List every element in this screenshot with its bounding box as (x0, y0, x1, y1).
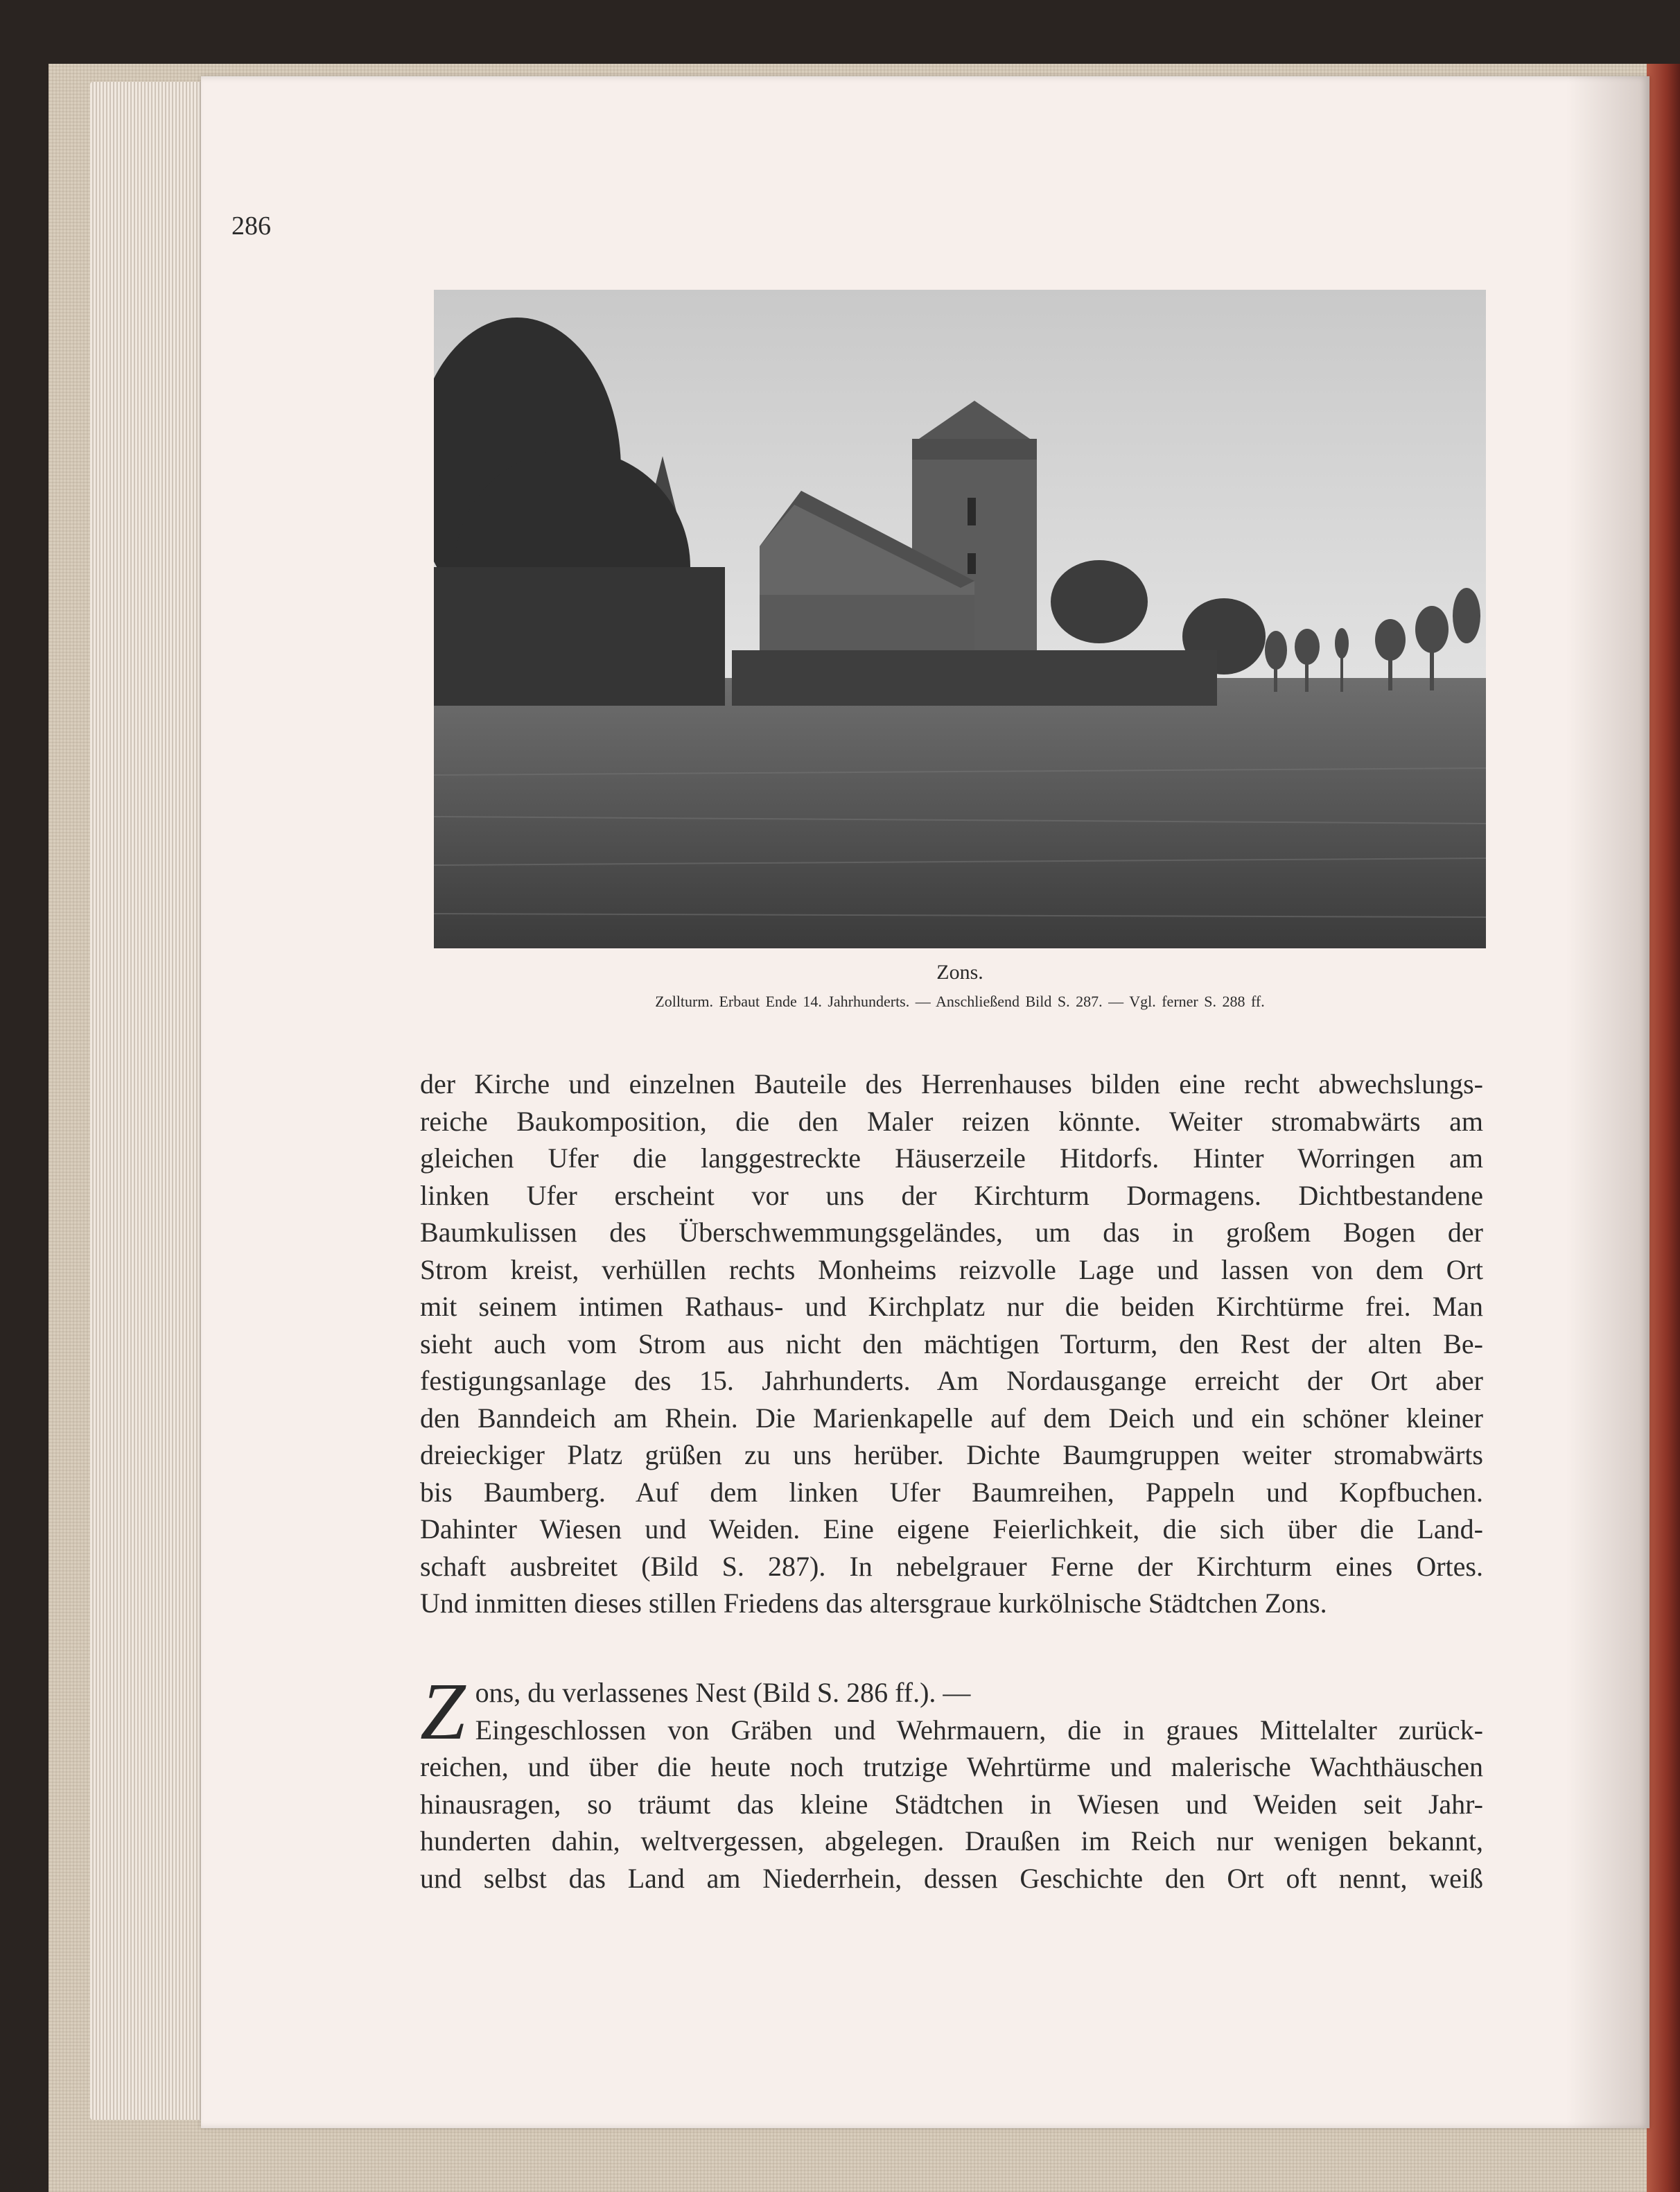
text-line: ons, du verlassenes Nest (Bild S. 286 ff.). — (475, 1677, 971, 1708)
text-line: dreieckiger Platz grüßen zu uns herüber. Dichte Baumgruppen weiter stromabwärts (420, 1439, 1483, 1470)
text-line: reiche Baukomposition, die den Maler reizen könnte. Weiter stromabwärts am (420, 1105, 1483, 1137)
gutter-shadow (1566, 76, 1650, 2128)
text-line: reichen, und über die heute noch trutzige Wehrtürme und malerische Wachthäuschen (420, 1751, 1483, 1782)
text-line: Dahinter Wiesen und Weiden. Eine eigene Feierlichkeit, die sich über die Land- (420, 1513, 1483, 1545)
text-line: schaft ausbreitet (Bild S. 287). In nebelgrauer Ferne der Kirchturm eines Ortes. (420, 1550, 1483, 1582)
body-paragraph-zons (420, 1666, 1483, 1897)
body-paragraph (420, 1065, 1483, 1622)
text-line: Strom kreist, verhüllen rechts Monheims reizvolle Lage und lassen von dem Ort (420, 1253, 1483, 1285)
page-number: 286 (231, 211, 271, 241)
text-line: den Banndeich am Rhein. Die Marienkapelle auf dem Deich und ein schöner kleiner (420, 1402, 1483, 1434)
wall-shrubs (732, 650, 1217, 706)
photo-caption-subtitle: Zollturm. Erbaut Ende 14. Jahrhunderts. — Anschließend Bild S. 287. — Vgl. ferner S. 288 ff. (655, 993, 1265, 1010)
drop-cap: Z (420, 1666, 466, 1757)
photo-caption-title: Zons. (936, 961, 983, 984)
text-line: Baumkulissen des Überschwemmungsgeländes, um das in großem Bogen der (420, 1217, 1483, 1248)
text-line: Und inmitten dieses stillen Friedens das altersgraue kurkölnische Städtchen Zons. (420, 1588, 1327, 1619)
photo-zons-tower (434, 290, 1486, 948)
text-line: und selbst das Land am Niederrhein, dessen Geschichte den Ort oft nennt, weiß (420, 1862, 1483, 1894)
page-stack-edges (90, 82, 208, 2120)
text-line: Eingeschlossen von Gräben und Wehrmauern, die in graues Mittelalter zurück- (475, 1714, 1483, 1746)
text-line: sieht auch vom Strom aus nicht den mächtigen Torturm, den Rest der alten Be- (420, 1328, 1483, 1359)
text-line: hunderten dahin, weltvergessen, abgelegen. Draußen im Reich nur wenigen bekannt, (420, 1825, 1483, 1856)
text-line: der Kirche und einzelnen Bauteile des Herrenhauses bilden eine recht abwechslungs- (420, 1068, 1483, 1099)
facing-page-edge (1647, 64, 1680, 2192)
text-line: bis Baumberg. Auf dem linken Ufer Baumreihen, Pappeln und Kopfbuchen. (420, 1476, 1483, 1508)
text-line: gleichen Ufer die langgestreckte Häuserzeile Hitdorfs. Hinter Worringen am (420, 1142, 1483, 1174)
text-line: festigungsanlage des 15. Jahrhunderts. Am Nordausgange erreicht der Ort aber (420, 1365, 1483, 1396)
text-line: hinausragen, so träumt das kleine Städtchen in Wiesen und Weiden seit Jahr- (420, 1788, 1483, 1820)
text-line: linken Ufer erscheint vor uns der Kirchturm Dormagens. Dichtbestandene (420, 1179, 1483, 1211)
text-line: mit seinem intimen Rathaus- und Kirchplatz nur die beiden Kirchtürme frei. Man (420, 1291, 1483, 1322)
